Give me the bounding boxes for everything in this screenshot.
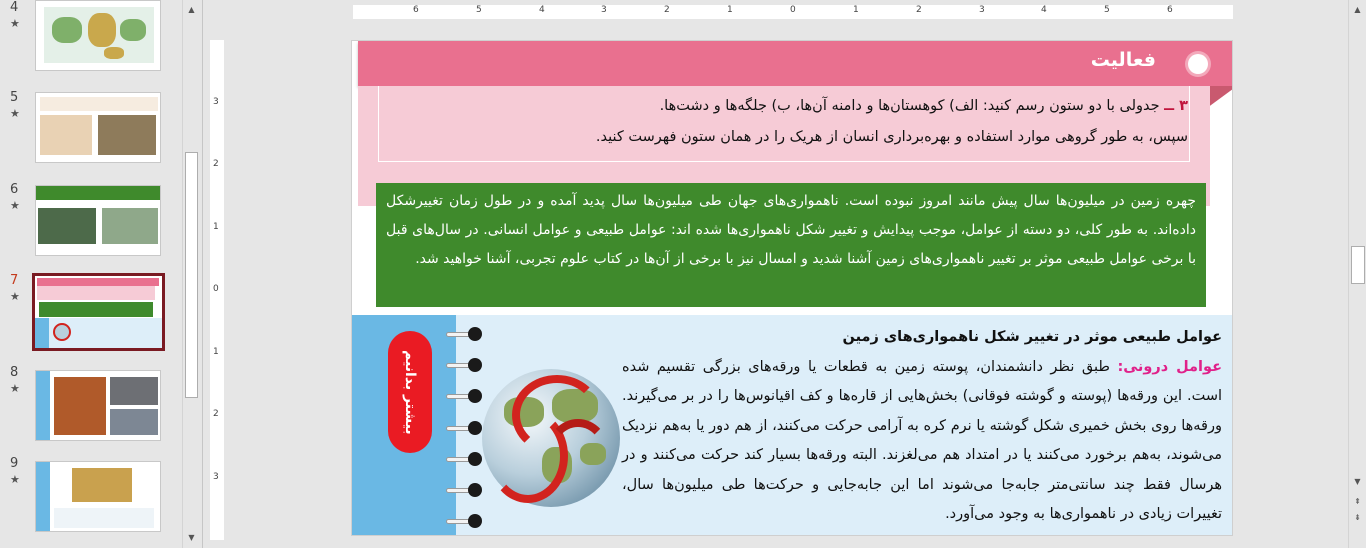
ruler-label: 3 (601, 5, 607, 15)
slide-number: 8 (10, 365, 19, 380)
scroll-up-arrow-icon[interactable]: ▲ (188, 5, 195, 14)
ruler-label: 1 (853, 5, 859, 15)
learn-more-text[interactable] (622, 323, 1222, 530)
thumbnail-slide-9[interactable] (0, 456, 182, 536)
thumbnail-scrollbar[interactable] (182, 0, 199, 548)
learn-more-body (622, 353, 1222, 530)
activity-title: فعالیت (1090, 49, 1156, 71)
slide-preview[interactable] (35, 0, 161, 71)
thumbnail-slide-7[interactable] (0, 273, 182, 353)
scrollbar-thumb[interactable] (1351, 246, 1365, 284)
scroll-up-arrow-icon[interactable]: ▲ (1354, 5, 1361, 14)
activity-line-1-text: جدولی با دو ستون رسم کنید: الف) کوهستان‌ها و دامنه آن‌ها، ب) جلگه‌ها و دشت‌ها. (659, 98, 1160, 114)
ruler-label: 0 (213, 284, 219, 294)
learn-more-panel[interactable] (352, 315, 1233, 536)
horizontal-ruler (353, 5, 1233, 19)
learn-more-badge (388, 331, 432, 453)
next-slide-icon[interactable]: ⇟ (1354, 513, 1361, 522)
ruler-label: 6 (413, 5, 419, 15)
slide-preview[interactable] (35, 92, 161, 163)
activity-text[interactable] (388, 91, 1188, 153)
thumbnail-slide-8[interactable] (0, 365, 182, 445)
thumbnail-slide-6[interactable] (0, 182, 182, 262)
binder-ring-icon (446, 389, 482, 403)
inner-factors-label: عوامل درونی: (1117, 358, 1223, 375)
animation-star-icon: ★ (10, 382, 20, 395)
ruler-label: 2 (213, 409, 219, 419)
ruler-label: 0 (790, 5, 796, 15)
intro-text: چهره زمین در میلیون‌ها سال پیش مانند امروز نبوده است. ناهمواری‌های جهان طی میلیون‌ها سال پدید آمده و در طول زمان تغییرشکل داده‌اند. به طور کلی، دو دسته از عوامل، موجب پیدایش و تغییر شکل ناهمواری‌ها شده اند: عوامل طبیعی و عوامل انسانی. در سال‌های قبل با برخی عوامل طبیعی موثر بر تغییر ناهمواری‌های زمین آشنا شدید و امسال نیز با برخی از آن‌ها در کتاب علوم تجربی، آشنا خواهید شد. (386, 193, 1196, 267)
binder-ring-icon (446, 514, 482, 528)
bullet-dot-icon (1188, 54, 1208, 74)
ruler-label: 5 (476, 5, 482, 15)
thumbnail-slide-5[interactable] (0, 90, 182, 170)
ruler-label: 6 (1167, 5, 1173, 15)
animation-star-icon: ★ (10, 290, 20, 303)
slide-canvas[interactable] (351, 40, 1233, 536)
slide-number: 4 (10, 0, 19, 15)
activity-banner[interactable] (358, 41, 1233, 86)
binder-ring-icon (446, 358, 482, 372)
slide-editor (202, 0, 1348, 548)
ruler-label: 1 (727, 5, 733, 15)
scroll-down-arrow-icon[interactable]: ▼ (1354, 477, 1361, 486)
ruler-label: 3 (213, 97, 219, 107)
ruler-label: 2 (213, 159, 219, 169)
ruler-label: 2 (664, 5, 670, 15)
ruler-label: 3 (213, 472, 219, 482)
intro-text-box[interactable] (376, 183, 1206, 307)
editor-scrollbar[interactable] (1348, 0, 1366, 548)
ruler-label: 2 (916, 5, 922, 15)
binder-ring-icon (446, 327, 482, 341)
scrollbar-thumb[interactable] (185, 152, 198, 398)
animation-star-icon: ★ (10, 199, 20, 212)
slide-preview[interactable] (35, 370, 161, 441)
banner-fold-icon (1207, 86, 1233, 108)
slide-number: 5 (10, 90, 19, 105)
slide-preview-selected[interactable] (32, 273, 165, 351)
ruler-label: 1 (213, 222, 219, 232)
binder-ring-icon (446, 421, 482, 435)
slide-thumbnail-pane (0, 0, 182, 548)
ruler-label: 1 (213, 347, 219, 357)
vertical-ruler (210, 40, 224, 540)
learn-more-body-text: طبق نظر دانشمندان، پوسته زمین به قطعات یا ورقه‌های بزرگی تقسیم شده است. این ورقه‌ها (پوسته و گوشته فوقانی) بخش‌هایی از قاره‌ها و کف اقیانوس‌ها را در بر می‌گیرند. ورقه‌ها روی بخش خمیری شکل گوشته یا نرم کره به آرامی حرکت می‌کنند، از هم دور یا به‌هم نزدیک می‌شوند، به‌هم برخورد می‌کنند یا در امتداد هم می‌لغزند. البته ورقه‌ها بسیار کند حرکت می‌کنند و در هرسال فقط چند سانتی‌متر جابه‌جا می‌شوند اما این جابه‌جایی و حرکت‌ها طی میلیون‌ها سال، تغییرات زیادی در ناهمواری‌ها به وجود می‌آورد. (622, 358, 1222, 522)
slide-preview[interactable] (35, 185, 161, 256)
animation-star-icon: ★ (10, 107, 20, 120)
previous-slide-icon[interactable]: ⇞ (1354, 497, 1361, 506)
ruler-label: 3 (979, 5, 985, 15)
slide-preview[interactable] (35, 461, 161, 532)
binder-ring-icon (446, 483, 482, 497)
map-preview (44, 7, 154, 63)
learn-more-badge-label: بیشتر بدانیم (402, 349, 418, 435)
ruler-label: 4 (1041, 5, 1047, 15)
animation-star-icon: ★ (10, 473, 20, 486)
tectonic-plates-globe-image (482, 369, 620, 507)
slide-number: 7 (10, 273, 19, 288)
activity-line-2: سپس، به طور گروهی موارد استفاده و بهره‌برداری انسان از هریک را در همان ستون فهرست کنید. (595, 129, 1188, 145)
thumbnail-slide-4[interactable] (0, 0, 182, 80)
scroll-down-arrow-icon[interactable]: ▼ (188, 533, 195, 542)
activity-line-1 (388, 91, 1188, 122)
animation-star-icon: ★ (10, 17, 20, 30)
slide-number: 9 (10, 456, 19, 471)
ruler-label: 4 (539, 5, 545, 15)
activity-number: ۳ ــ (1164, 98, 1188, 114)
ruler-label: 5 (1104, 5, 1110, 15)
learn-more-heading: عوامل طبیعی موثر در تغییر شکل ناهمواری‌های زمین (842, 329, 1222, 345)
binder-ring-icon (446, 452, 482, 466)
slide-number: 6 (10, 182, 19, 197)
